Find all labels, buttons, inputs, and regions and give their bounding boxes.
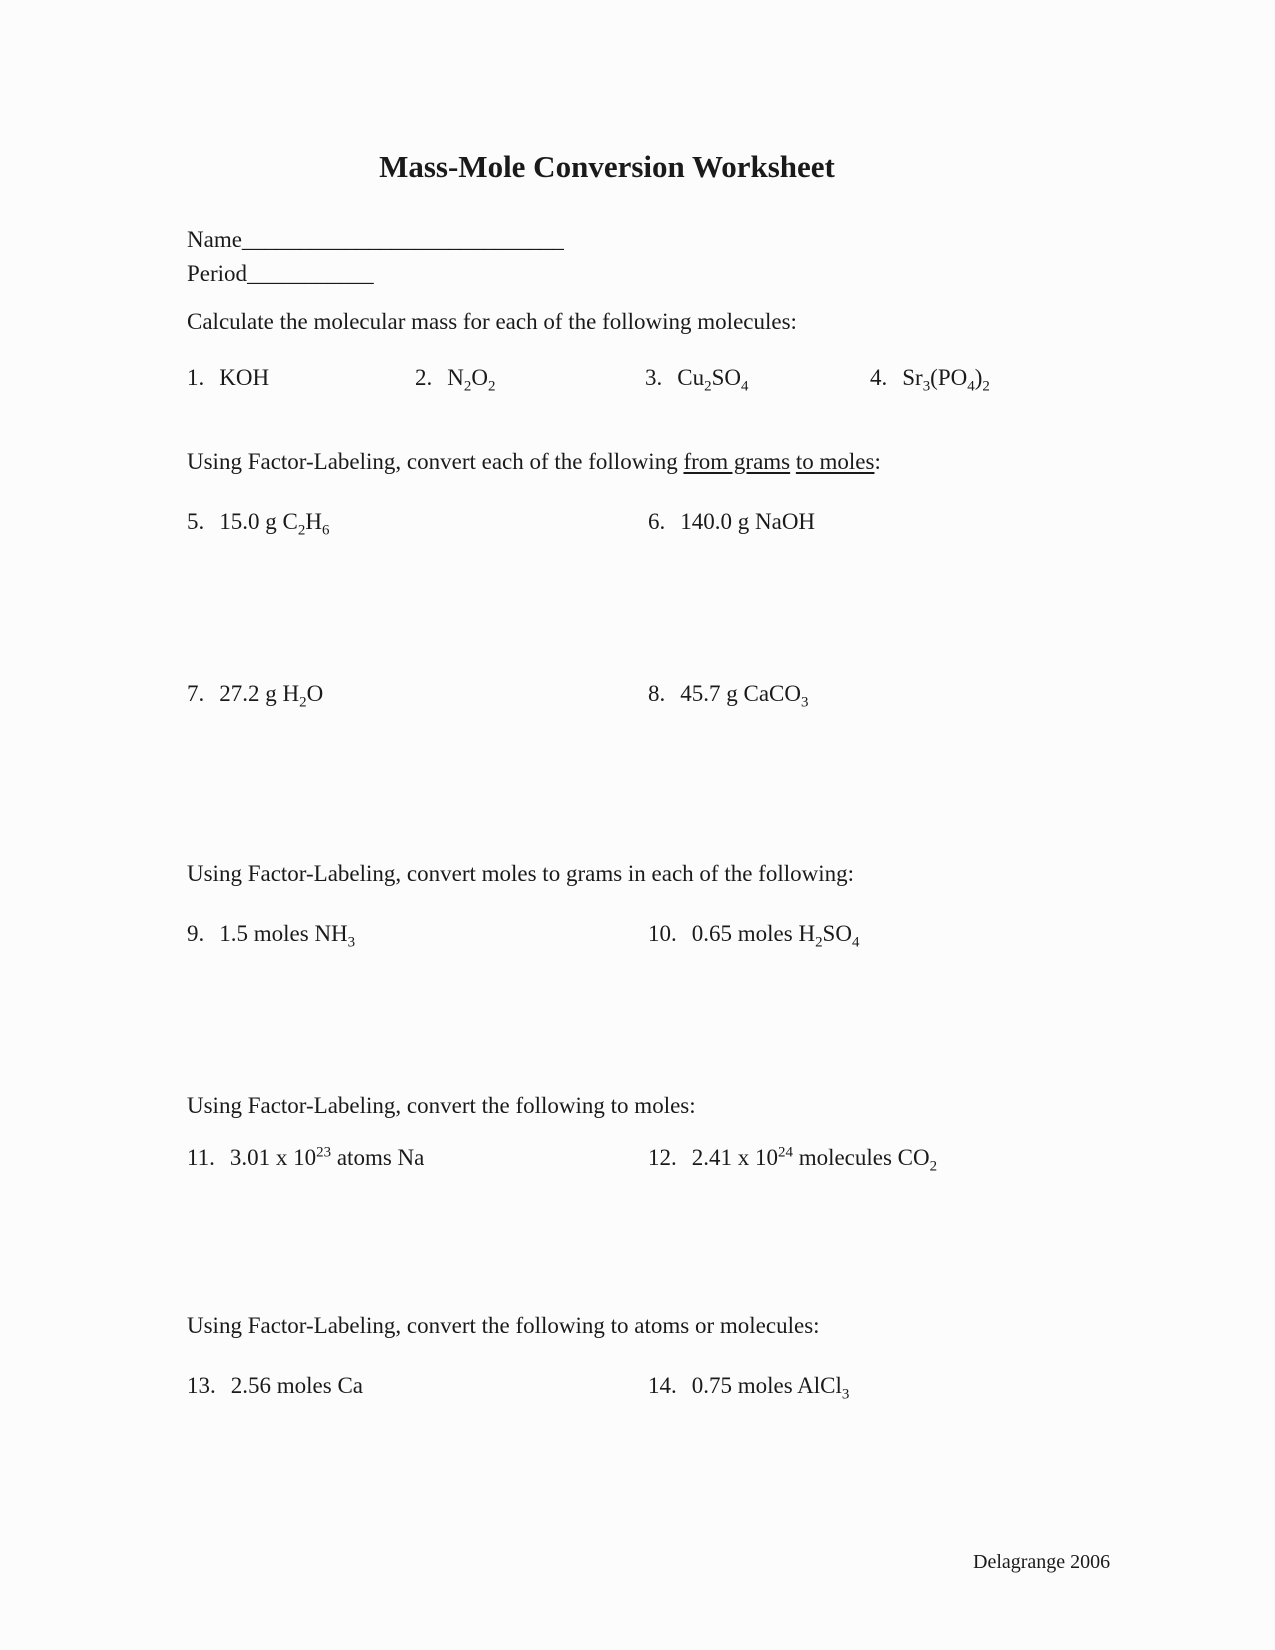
item-number: 13.	[187, 1373, 216, 1398]
item-number: 4.	[870, 365, 888, 390]
period-field-line	[187, 260, 374, 288]
problem-item-4	[870, 364, 990, 395]
item-text: 2.41 x $10^{24}$ molecules $CO_2$	[691, 1144, 938, 1175]
item-number: 2.	[415, 365, 433, 390]
section-heading-moles-to-grams: Using Factor-Labeling, convert moles to grams in each of the following:	[187, 861, 855, 886]
item-text: 140.0 g NaOH	[680, 509, 816, 534]
item-number: 3.	[645, 365, 663, 390]
author-credit: Delagrange 2006	[973, 1551, 1111, 1573]
item-text: 3.01 x $10^{23}$ atoms Na	[229, 1144, 425, 1170]
problem-item-9	[187, 920, 356, 951]
item-text: 45.7 g CaCO$_3$	[680, 681, 809, 711]
section-heading-to-atoms-or-molecules: Using Factor-Labeling, convert the following to atoms or molecules:	[187, 1313, 820, 1338]
problem-item-11	[187, 1144, 424, 1172]
item-text: $Sr_3(PO_4)_2$	[902, 365, 990, 395]
item-number: 11.	[187, 1145, 215, 1170]
name-blank-line: ____________________________	[241, 227, 564, 252]
item-number: 12.	[648, 1145, 677, 1170]
problem-item-3	[645, 364, 749, 395]
period-label: Period	[187, 261, 248, 286]
section-heading-molecular-mass: Calculate the molecular mass for each of the following molecules:	[187, 309, 797, 334]
problem-item-12	[648, 1144, 938, 1175]
period-blank-line: ___________	[247, 261, 374, 286]
worksheet-title: Mass-Mole Conversion Worksheet	[379, 149, 835, 184]
item-number: 6.	[648, 509, 666, 534]
item-text: 1.5 moles $NH_3$	[219, 921, 356, 951]
item-text: $N_2O_2$	[447, 365, 496, 395]
item-text: $Cu_2SO_4$	[677, 365, 749, 395]
problem-item-2	[415, 364, 496, 395]
problem-item-1	[187, 364, 269, 392]
item-number: 14.	[648, 1373, 677, 1398]
problem-item-14	[648, 1372, 850, 1403]
section-heading-to-moles: Using Factor-Labeling, convert the following to moles:	[187, 1093, 696, 1118]
problem-item-5	[187, 508, 330, 539]
problem-item-6	[648, 508, 815, 536]
item-number: 5.	[187, 509, 205, 534]
item-text: 15.0 g $C_2H_6$	[219, 509, 330, 539]
item-number: 8.	[648, 681, 666, 706]
item-text: 0.65 moles $H_2SO_4$	[691, 921, 860, 951]
item-number: 7.	[187, 681, 205, 706]
problem-item-7	[187, 680, 324, 711]
section-heading-grams-to-moles: Using Factor-Labeling, convert each of the following from grams to moles:	[187, 449, 881, 474]
item-text: KOH	[219, 365, 270, 390]
item-text: 2.56 moles Ca	[230, 1373, 363, 1398]
problem-item-8	[648, 680, 809, 711]
item-number: 1.	[187, 365, 205, 390]
name-label: Name	[187, 227, 242, 252]
item-text: 27.2 g $H_2O$	[219, 681, 324, 711]
problem-item-10	[648, 920, 860, 951]
problem-item-13	[187, 1372, 363, 1400]
item-number: 9.	[187, 921, 205, 946]
item-number: 10.	[648, 921, 677, 946]
name-field-line	[187, 226, 564, 254]
item-text: 0.75 moles AlCl$_3$	[691, 1373, 850, 1403]
